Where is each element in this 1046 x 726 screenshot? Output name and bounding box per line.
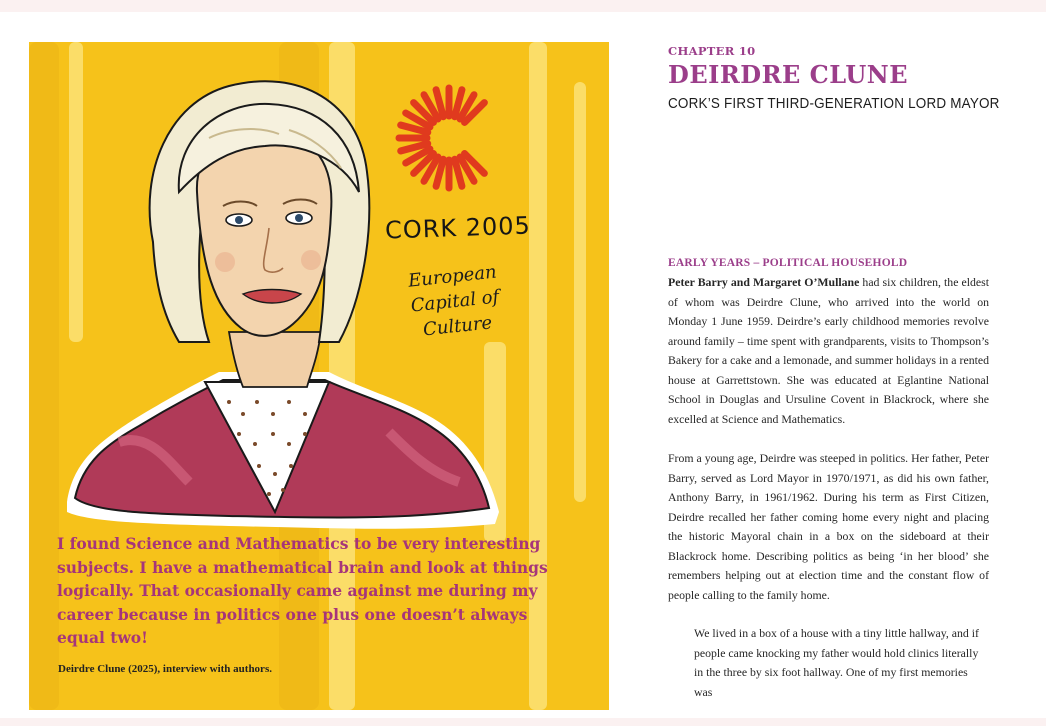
paragraph-text: had six children, the eldest of whom was Deirdre Clune, who arrived into the world on Monday 1 June 1959. Deirdre’s early childhood memories revolve around family – time spent with grandparents, visits to Thompson’s Bakery for a cake and a lemonade, and summer holidays in a rented house at Garrettstown. She was educated at Eglantine National School in Douglas and Ursuline Covent in Blackrock, where she excelled at Science and Mathematics. xyxy=(668,275,990,426)
tagline-line: Culture xyxy=(422,312,494,341)
quote-source: Deirdre Clune (2025), interview with authors. xyxy=(58,663,272,675)
illustration-panel xyxy=(29,42,609,710)
body-paragraph: From a young age, Deirdre was steeped in politics. Her father, Peter Barry, served as Lord Mayor in 1970/1971, as did his own father, Anthony Barry, in 1961/1962. During his term as First Citizen, Deirdre recalled her father coming home every night and placing the historic Mayoral chain in a box on the sideboard at their Blackrock home. Describing politics as being ‘in her blood’ she remembers helping out at election time and the constant flow of people calling to the family home. xyxy=(668,451,989,602)
chapter-label: CHAPTER 10 xyxy=(668,44,756,58)
tagline-line: Capital of xyxy=(409,286,501,317)
section-heading: EARLY YEARS – POLITICAL HOUSEHOLD xyxy=(668,257,908,269)
chapter-subtitle: CORK’S FIRST THIRD-GENERATION LORD MAYOR xyxy=(668,96,1000,112)
paragraph-lead: Peter Barry and Margaret O’Mullane xyxy=(668,275,860,289)
face xyxy=(197,132,331,336)
page-top-margin xyxy=(0,0,1046,12)
logo-text: CORK 2005 xyxy=(384,211,532,245)
block-quote: We lived in a box of a house with a tiny little hallway, and if people came knocking my father would hold clinics literally in the three by six foot hallway. One of my first memories was xyxy=(694,626,979,699)
page-bottom-margin xyxy=(0,718,1046,726)
chapter-title: DEIRDRE CLUNE xyxy=(668,60,909,89)
logo-tagline xyxy=(386,257,523,345)
portrait-illustration xyxy=(29,42,609,542)
body-paragraph xyxy=(668,273,989,429)
tagline-line: European xyxy=(407,261,498,292)
neck xyxy=(229,332,321,387)
pull-quote: I found Science and Mathematics to be very interesting subjects. I have a mathematical brain and look at things logically. That occasionally came against me during my career because in politics one plus one doesn’t always equal two! xyxy=(57,534,548,647)
european-capital-logo xyxy=(391,76,501,206)
